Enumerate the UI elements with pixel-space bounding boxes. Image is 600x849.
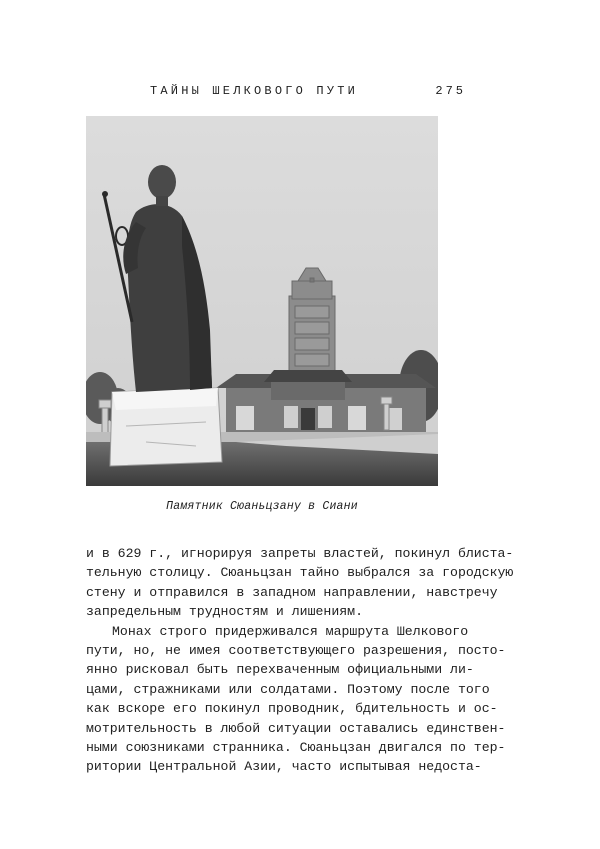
body-line: Монах строго придерживался маршрута Шелкового xyxy=(112,623,469,639)
statue-pedestal xyxy=(110,388,222,466)
body-line: и в 629 г., игнорируя запреты властей, покинул блиста- xyxy=(86,546,514,561)
body-line: ными союзниками странника. Сюаньцзан двигался по тер- xyxy=(86,739,506,755)
body-line: пути, но, не имея соответствующего разрешения, посто- xyxy=(86,642,506,658)
monument-photo xyxy=(86,116,438,486)
temple-hall xyxy=(216,370,436,432)
body-line: мотрительность в любой ситуации оставались единствен- xyxy=(86,720,506,736)
body-line: ритории Центральной Азии, часто испытывая недоста- xyxy=(86,759,482,775)
body-line: янно рисковал быть перехваченным официальными ли- xyxy=(86,662,474,678)
body-line: как вскоре его покинул проводник, бдительность и ос- xyxy=(86,701,498,717)
page-number: 275 xyxy=(435,84,466,98)
pagoda xyxy=(289,268,335,376)
body-line: запредельным трудностям и лишениям. xyxy=(86,604,363,620)
body-text xyxy=(86,544,514,777)
body-line: стену и отправился в западном направлении, навстречу xyxy=(86,584,498,600)
body-line: цами, стражниками или солдатами. Поэтому после того xyxy=(86,681,490,697)
running-title: ТАЙНЫ ШЕЛКОВОГО ПУТИ xyxy=(150,84,359,98)
figure-caption: Памятник Сюаньцзану в Сиани xyxy=(166,500,358,513)
running-head xyxy=(150,84,466,100)
body-line: тельную столицу. Сюаньцзан тайно выбрался за городскую xyxy=(86,565,514,581)
